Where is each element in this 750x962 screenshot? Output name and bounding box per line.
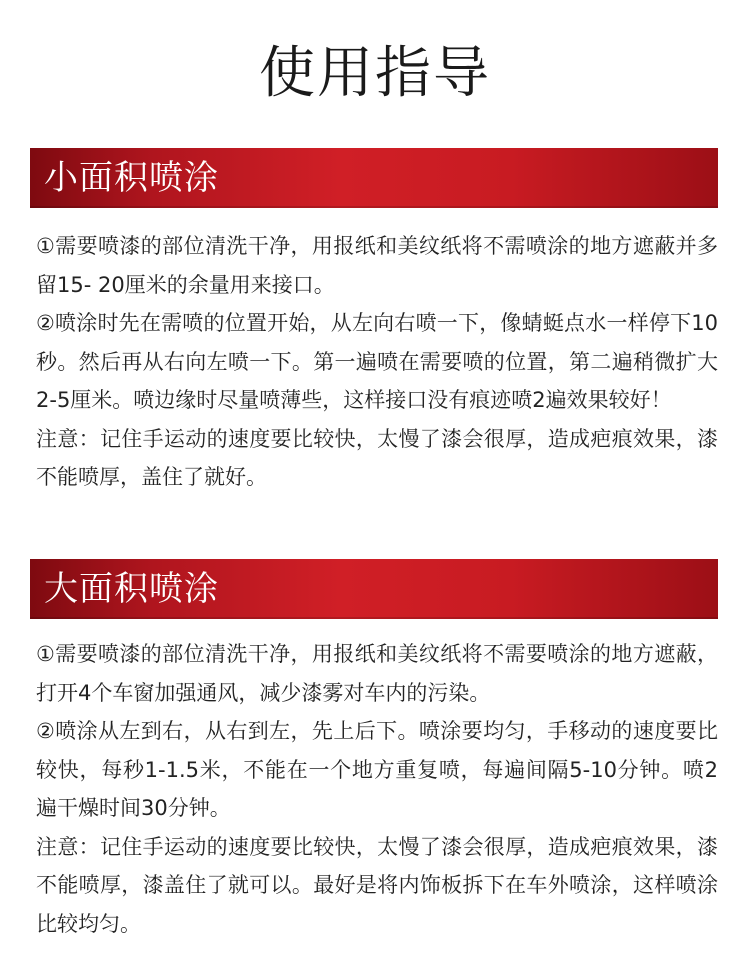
instruction-note: 注意：记住手运动的速度要比较快，太慢了漆会很厚，造成疤痕效果，漆不能喷厚，漆盖住了就可以。最好是将内饰板拆下在车外喷涂，这样喷涂比较均匀。: [36, 834, 718, 936]
section-heading-text: 小面积喷涂: [44, 158, 219, 198]
section-heading-text: 大面积喷涂: [44, 569, 219, 609]
instruction-step-2: ②喷涂时先在需喷的位置开始，从左向右喷一下，像蜻蜓点水一样停下10秒。然后再从右向左喷一下。第一遍喷在需要喷的位置，第二遍稍微扩大2-5厘米。喷边缘时尽量喷薄些，这样接口没有痕迹喷2遍效果较好！: [36, 311, 718, 412]
section-body-small-area: [36, 227, 718, 497]
section-heading-small-area: [30, 148, 718, 208]
instruction-step-2: ②喷涂从左到右，从右到左，先上后下。喷涂要均匀，手移动的速度要比较快，每秒1-1.5米，不能在一个地方重复喷，每遍间隔5-10分钟。喷2遍干燥时间30分钟。: [36, 719, 718, 820]
instruction-step-1: ①需要喷漆的部位清洗干净，用报纸和美纹纸将不需要喷涂的地方遮蔽，打开4个车窗加强通风，减少漆雾对车内的污染。: [36, 642, 718, 705]
instruction-step-1: ①需要喷漆的部位清洗干净，用报纸和美纹纸将不需喷涂的地方遮蔽并多留15- 20厘米的余量用来接口。: [36, 234, 718, 297]
section-heading-large-area: [30, 559, 718, 619]
instruction-note: 注意：记住手运动的速度要比较快，太慢了漆会很厚，造成疤痕效果，漆不能喷厚，盖住了就好。: [36, 426, 718, 489]
section-body-large-area: [36, 635, 718, 943]
page-title: 使用指导: [259, 41, 491, 106]
